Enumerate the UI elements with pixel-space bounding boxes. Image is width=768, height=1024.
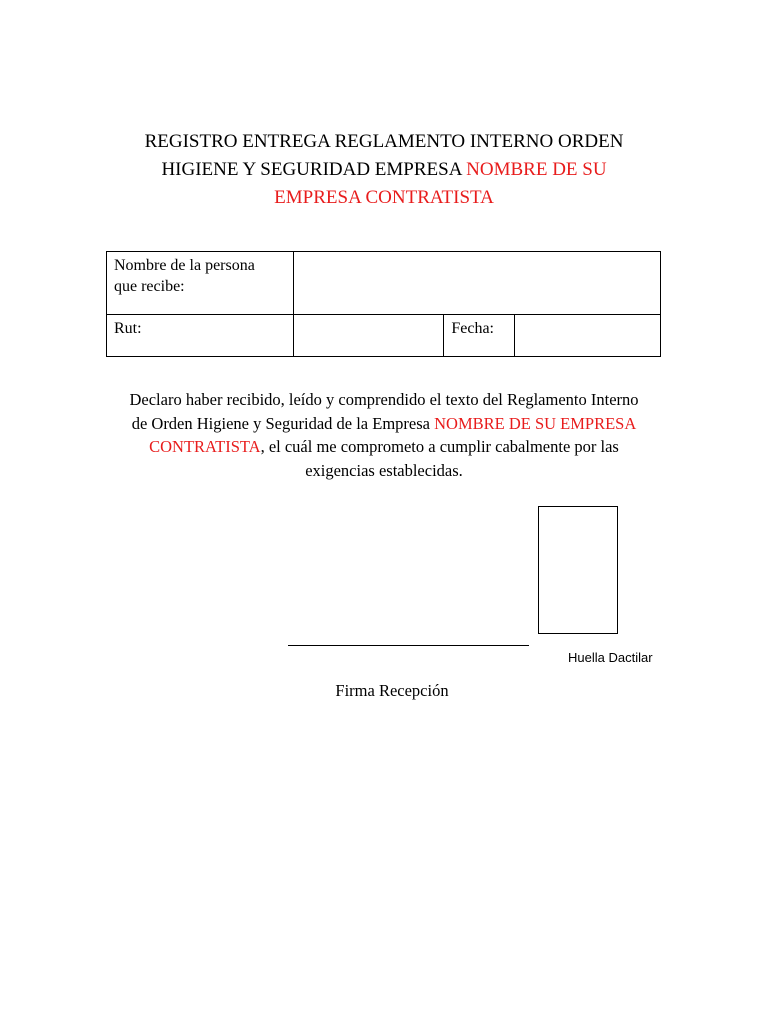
name-label-cell [107,252,294,315]
fingerprint-box [538,506,618,634]
name-label-line-1: Nombre de la persona [114,257,255,274]
declaration-line-4: exigencias establecidas. [305,460,463,480]
name-value-cell[interactable] [293,252,660,315]
company-name-placeholder: NOMBRE DE SU [466,159,607,180]
fecha-label: Fecha: [451,320,494,337]
rut-label: Rut: [114,320,142,337]
declaration-paragraph [104,388,664,482]
fecha-value-cell[interactable] [515,315,661,357]
fingerprint-label: Huella Dactilar [568,650,653,665]
title-line-2 [84,156,684,184]
declaration-company-placeholder: NOMBRE DE SU EMPRESA [434,413,637,433]
declaration-line-2-text: de Orden Higiene y Seguridad de la Empresa [131,413,435,433]
declaration-line-3 [104,435,664,459]
company-name-placeholder-continued: EMPRESA CONTRATISTA [274,187,494,208]
rut-value-cell[interactable] [293,315,444,357]
title-line-1: REGISTRO ENTREGA REGLAMENTO INTERNO ORDEN [144,131,624,152]
declaration-company-placeholder-continued: CONTRATISTA [149,437,261,456]
table-row-rut-fecha [107,315,661,357]
signature-line [288,645,529,646]
fecha-label-cell [444,315,515,357]
name-label-line-2: que recibe: [114,278,185,295]
title-line-2-text: HIGIENE Y SEGURIDAD EMPRESA [161,159,467,180]
signature-label: Firma Recepción [335,681,449,700]
declaration-line-3-text: , el cuál me comprometo a cumplir cabalmente por las [260,437,619,456]
recipient-info-table [106,251,661,357]
declaration-line-1: Declaro haber recibido, leído y comprendido el texto del Reglamento Interno [129,390,639,409]
table-row-name [107,252,661,315]
rut-label-cell [107,315,294,357]
declaration-line-2 [104,412,664,436]
document-title [84,128,684,212]
